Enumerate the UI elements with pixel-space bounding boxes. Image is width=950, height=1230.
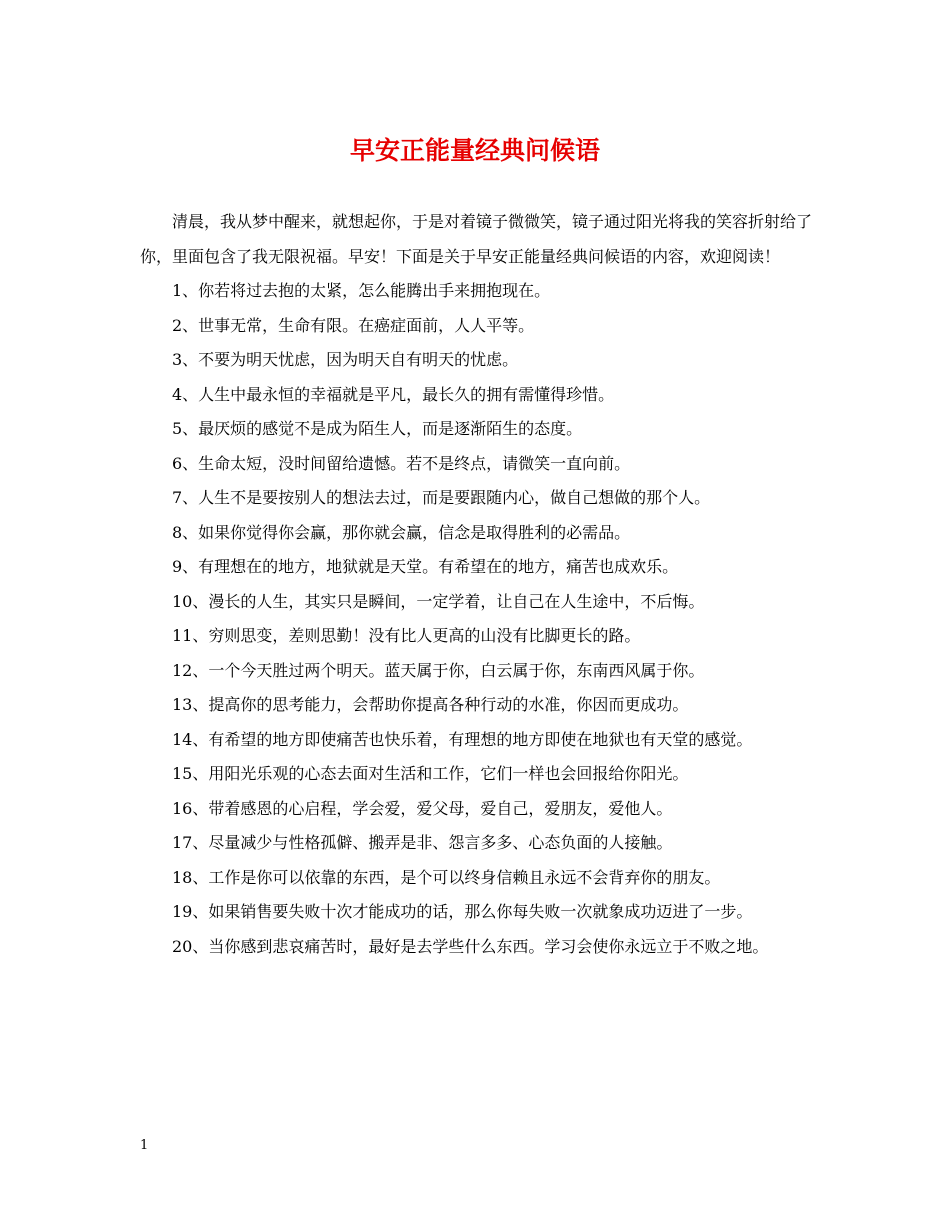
list-item-20: 20、当你感到悲哀痛苦时，最好是去学些什么东西。学习会使你永远立于不败之地。 — [172, 936, 769, 956]
list-item-1: 1、你若将过去抱的太紧，怎么能腾出手来拥抱现在。 — [172, 281, 551, 300]
list-item-12: 12、一个今天胜过两个明天。蓝天属于你，白云属于你，东南西风属于你。 — [172, 660, 705, 680]
list-item-7: 7、人生不是要按别人的想法去过，而是要跟随内心，做自己想做的那个人。 — [172, 488, 711, 507]
list-item-17: 17、尽量减少与性格孤僻、搬弄是非、怨言多多、心态负面的人接触。 — [172, 833, 673, 852]
list-item-18: 18、工作是你可以依靠的东西，是个可以终身信赖且永远不会背弃你的朋友。 — [172, 867, 721, 887]
list-item-5: 5、最厌烦的感觉不是成为陌生人，而是逐渐陌生的态度。 — [172, 419, 583, 438]
list-item-9: 9、有理想在的地方，地狱就是天堂。有希望在的地方，痛苦也成欢乐。 — [172, 557, 679, 576]
list-item-13: 13、提高你的思考能力，会帮助你提高各种行动的水准，你因而更成功。 — [172, 695, 689, 714]
page-number: 1 — [140, 1138, 149, 1153]
intro-paragraph: 清晨，我从梦中醒来，就想起你，于是对着镜子微微笑，镜子通过阳光将我的笑容折射给了你，里面包含了我无限祝福。早安！下面是关于早安正能量经典问候语的内容，欢迎阅读！ — [140, 212, 813, 266]
list-item-19: 19、如果销售要失败十次才能成功的话，那么你每失败一次就象成功迈进了一步。 — [172, 902, 753, 921]
list-item-4: 4、人生中最永恒的幸福就是平凡，最长久的拥有需懂得珍惜。 — [172, 384, 615, 404]
list-item-6: 6、生命太短，没时间留给遗憾。若不是终点，请微笑一直向前。 — [172, 453, 631, 473]
list-item-8: 8、如果你觉得你会赢，那你就会赢，信念是取得胜利的必需品。 — [172, 522, 631, 542]
list-item-3: 3、不要为明天忧虑，因为明天自有明天的忧虑。 — [172, 350, 519, 369]
document-title: 早安正能量经典问候语 — [349, 136, 600, 165]
list-item-15: 15、用阳光乐观的心态去面对生活和工作，它们一样也会回报给你阳光。 — [172, 764, 689, 783]
list-item-2: 2、世事无常，生命有限。在癌症面前，人人平等。 — [172, 315, 535, 335]
list-item-10: 10、漫长的人生，其实只是瞬间，一定学着，让自己在人生途中，不后悔。 — [172, 591, 705, 611]
document-body — [140, 205, 812, 964]
list-item-14: 14、有希望的地方即使痛苦也快乐着，有理想的地方即使在地狱也有天堂的感觉。 — [172, 729, 753, 749]
list-item-11: 11、穷则思变，差则思勤！没有比人更高的山没有比脚更长的路。 — [172, 626, 641, 645]
list-item-16: 16、带着感恩的心启程，学会爱，爱父母，爱自己，爱朋友，爱他人。 — [172, 798, 673, 818]
